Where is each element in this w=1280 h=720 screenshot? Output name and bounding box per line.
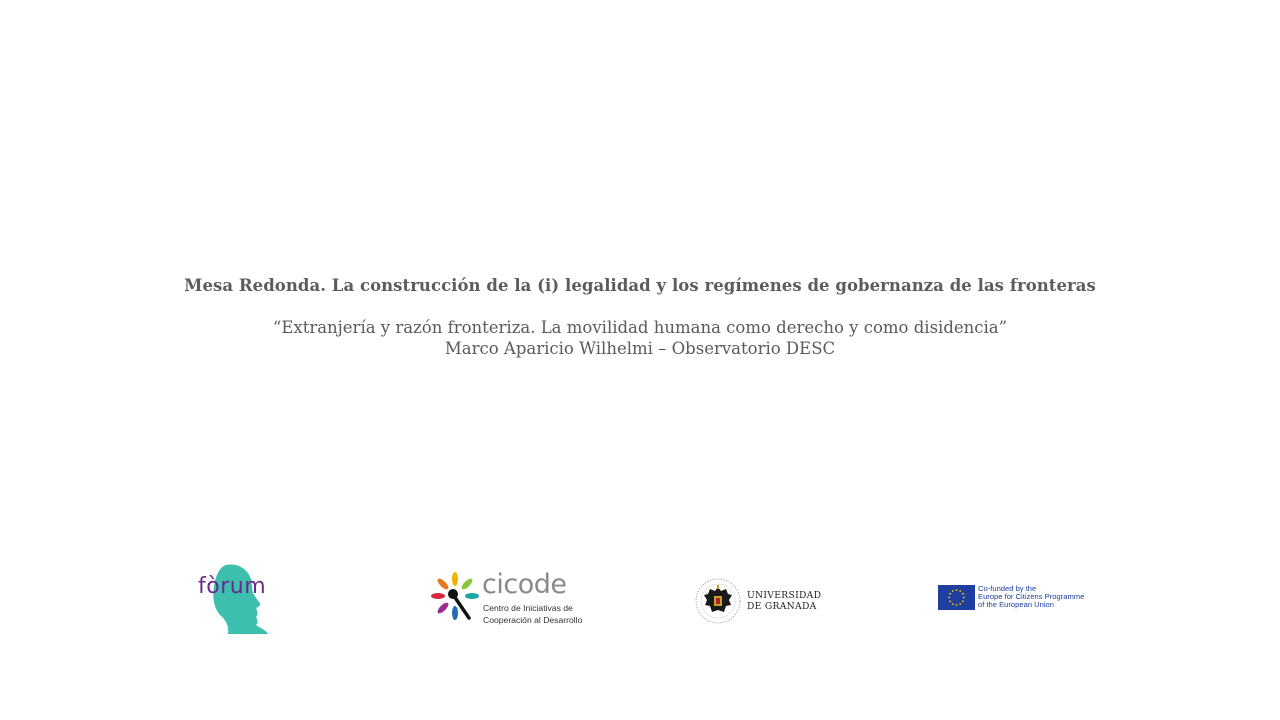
ugr-logo: [694, 577, 830, 627]
ugr-line2: DE GRANADA: [747, 601, 817, 612]
eu-line1: Co-funded by the: [978, 584, 1037, 593]
cicode-logo: [428, 569, 583, 628]
cicode-subtitle-line2: Cooperación al Desarrollo: [483, 615, 583, 625]
cicode-wordmark: cicode: [482, 569, 567, 600]
ugr-line1: UNIVERSIDAD: [747, 590, 822, 601]
talk-title: “Extranjería y razón fronteriza. La movilidad humana como derecho y como disidencia”: [272, 318, 1008, 337]
speaker-name: Marco Aparicio Wilhelmi – Observatorio DESC: [444, 339, 836, 358]
eu-line2: Europe for Citizens Programme: [978, 592, 1085, 602]
eu-line3: of the European Union: [978, 600, 1054, 610]
cicode-subtitle-line1: Centro de Iniciativas de: [483, 603, 573, 613]
cicode-subtitle: [483, 602, 582, 626]
forum-wordmark: fòrum: [198, 574, 267, 599]
eagle-seal-icon: [694, 577, 744, 627]
eu-funding-text: [978, 585, 1084, 610]
forum-logo: [196, 560, 286, 636]
multicolor-pinwheel-icon: [428, 570, 482, 626]
page-title: Mesa Redonda. La construcción de la (i) legalidad y los regímenes de gobernanza de las fronteras: [184, 276, 1096, 295]
eu-flag-icon: [938, 585, 975, 610]
ugr-wordmark: [747, 590, 821, 612]
eu-logo: [937, 584, 1087, 612]
title-block: [0, 276, 1280, 359]
